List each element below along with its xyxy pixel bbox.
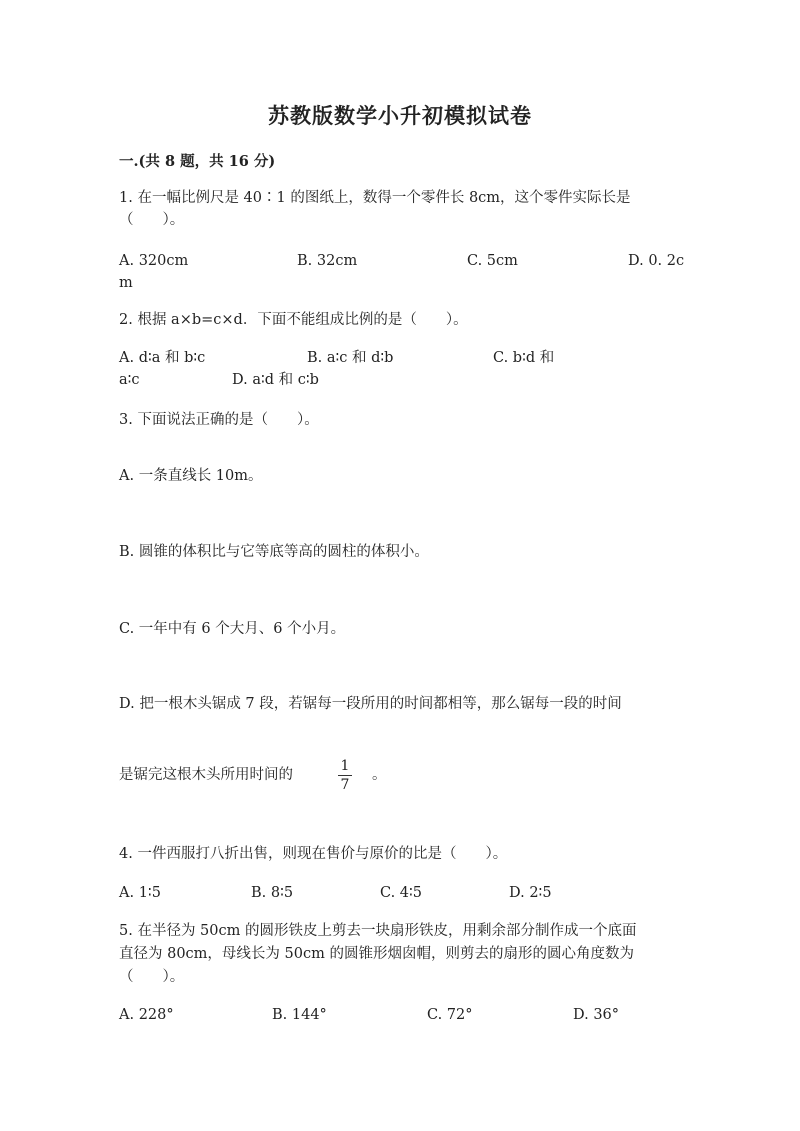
q2-option-c: C. b∶d 和 [493, 350, 555, 366]
q3-option-c: C. 一年中有 6 个大月、6 个小月。 [119, 621, 346, 637]
q1-option-d: D. 0. 2c [628, 253, 685, 269]
q5-option-c: C. 72° [427, 1007, 473, 1023]
q4-option-d: D. 2∶5 [509, 885, 552, 901]
q2-option-a: A. d∶a 和 b∶c [119, 350, 206, 366]
q1-stem-line1: 1. 在一幅比例尺是 40∶1 的图纸上，数得一个零件长 8cm，这个零件实际长是 [119, 190, 631, 206]
q3-option-b: B. 圆锥的体积比与它等底等高的圆柱的体积小。 [119, 544, 429, 560]
q2-option-c-wrap: a∶c [119, 372, 140, 388]
q3-option-d-line1: D. 把一根木头锯成 7 段，若锯每一段所用的时间都相等，那么锯每一段的时间 [119, 696, 622, 712]
q1-option-d-wrap: m [119, 275, 133, 291]
q4-option-c: C. 4∶5 [380, 885, 423, 901]
q2-option-b: B. a∶c 和 d∶b [307, 350, 394, 366]
q2-option-d: D. a∶d 和 c∶b [232, 372, 319, 388]
q5-stem-line2: 直径为 80cm，母线长为 50cm 的圆锥形烟囱帽，则剪去的扇形的圆心角度数为 [119, 946, 634, 962]
fraction-denominator: 7 [340, 777, 350, 793]
q1-option-b: B. 32cm [297, 253, 358, 269]
q4-option-a: A. 1∶5 [119, 885, 161, 901]
q5-option-d: D. 36° [573, 1007, 620, 1023]
page-title: 苏教版数学小升初模拟试卷 [268, 103, 532, 128]
q1-stem-line2: （ ）。 [119, 212, 185, 228]
q4-option-b: B. 8∶5 [251, 885, 294, 901]
fraction-numerator: 1 [340, 758, 350, 774]
q1-option-c: C. 5cm [467, 253, 518, 269]
q3-option-a: A. 一条直线长 10m。 [119, 468, 263, 484]
q5-stem-line3: （ ）。 [119, 969, 185, 985]
q3-option-d-end: 。 [372, 767, 387, 783]
fraction-bar [338, 775, 352, 776]
q4-stem: 4. 一件西服打八折出售，则现在售价与原价的比是（ ）。 [119, 846, 508, 862]
q2-stem: 2. 根据 a×b=c×d．下面不能组成比例的是（ ）。 [119, 312, 468, 328]
q3-stem: 3. 下面说法正确的是（ ）。 [119, 412, 319, 428]
q3-option-d-line2: 是锯完这根木头所用时间的 [119, 767, 293, 783]
section-heading: 一.(共 8 题，共 16 分) [119, 153, 276, 170]
q5-stem-line1: 5. 在半径为 50cm 的圆形铁皮上剪去一块扇形铁皮，用剩余部分制作成一个底面 [119, 923, 637, 939]
q1-option-a: A. 320cm [119, 253, 189, 269]
q5-option-a: A. 228° [119, 1007, 174, 1023]
q5-option-b: B. 144° [272, 1007, 327, 1023]
fraction-one-seventh [336, 758, 354, 793]
